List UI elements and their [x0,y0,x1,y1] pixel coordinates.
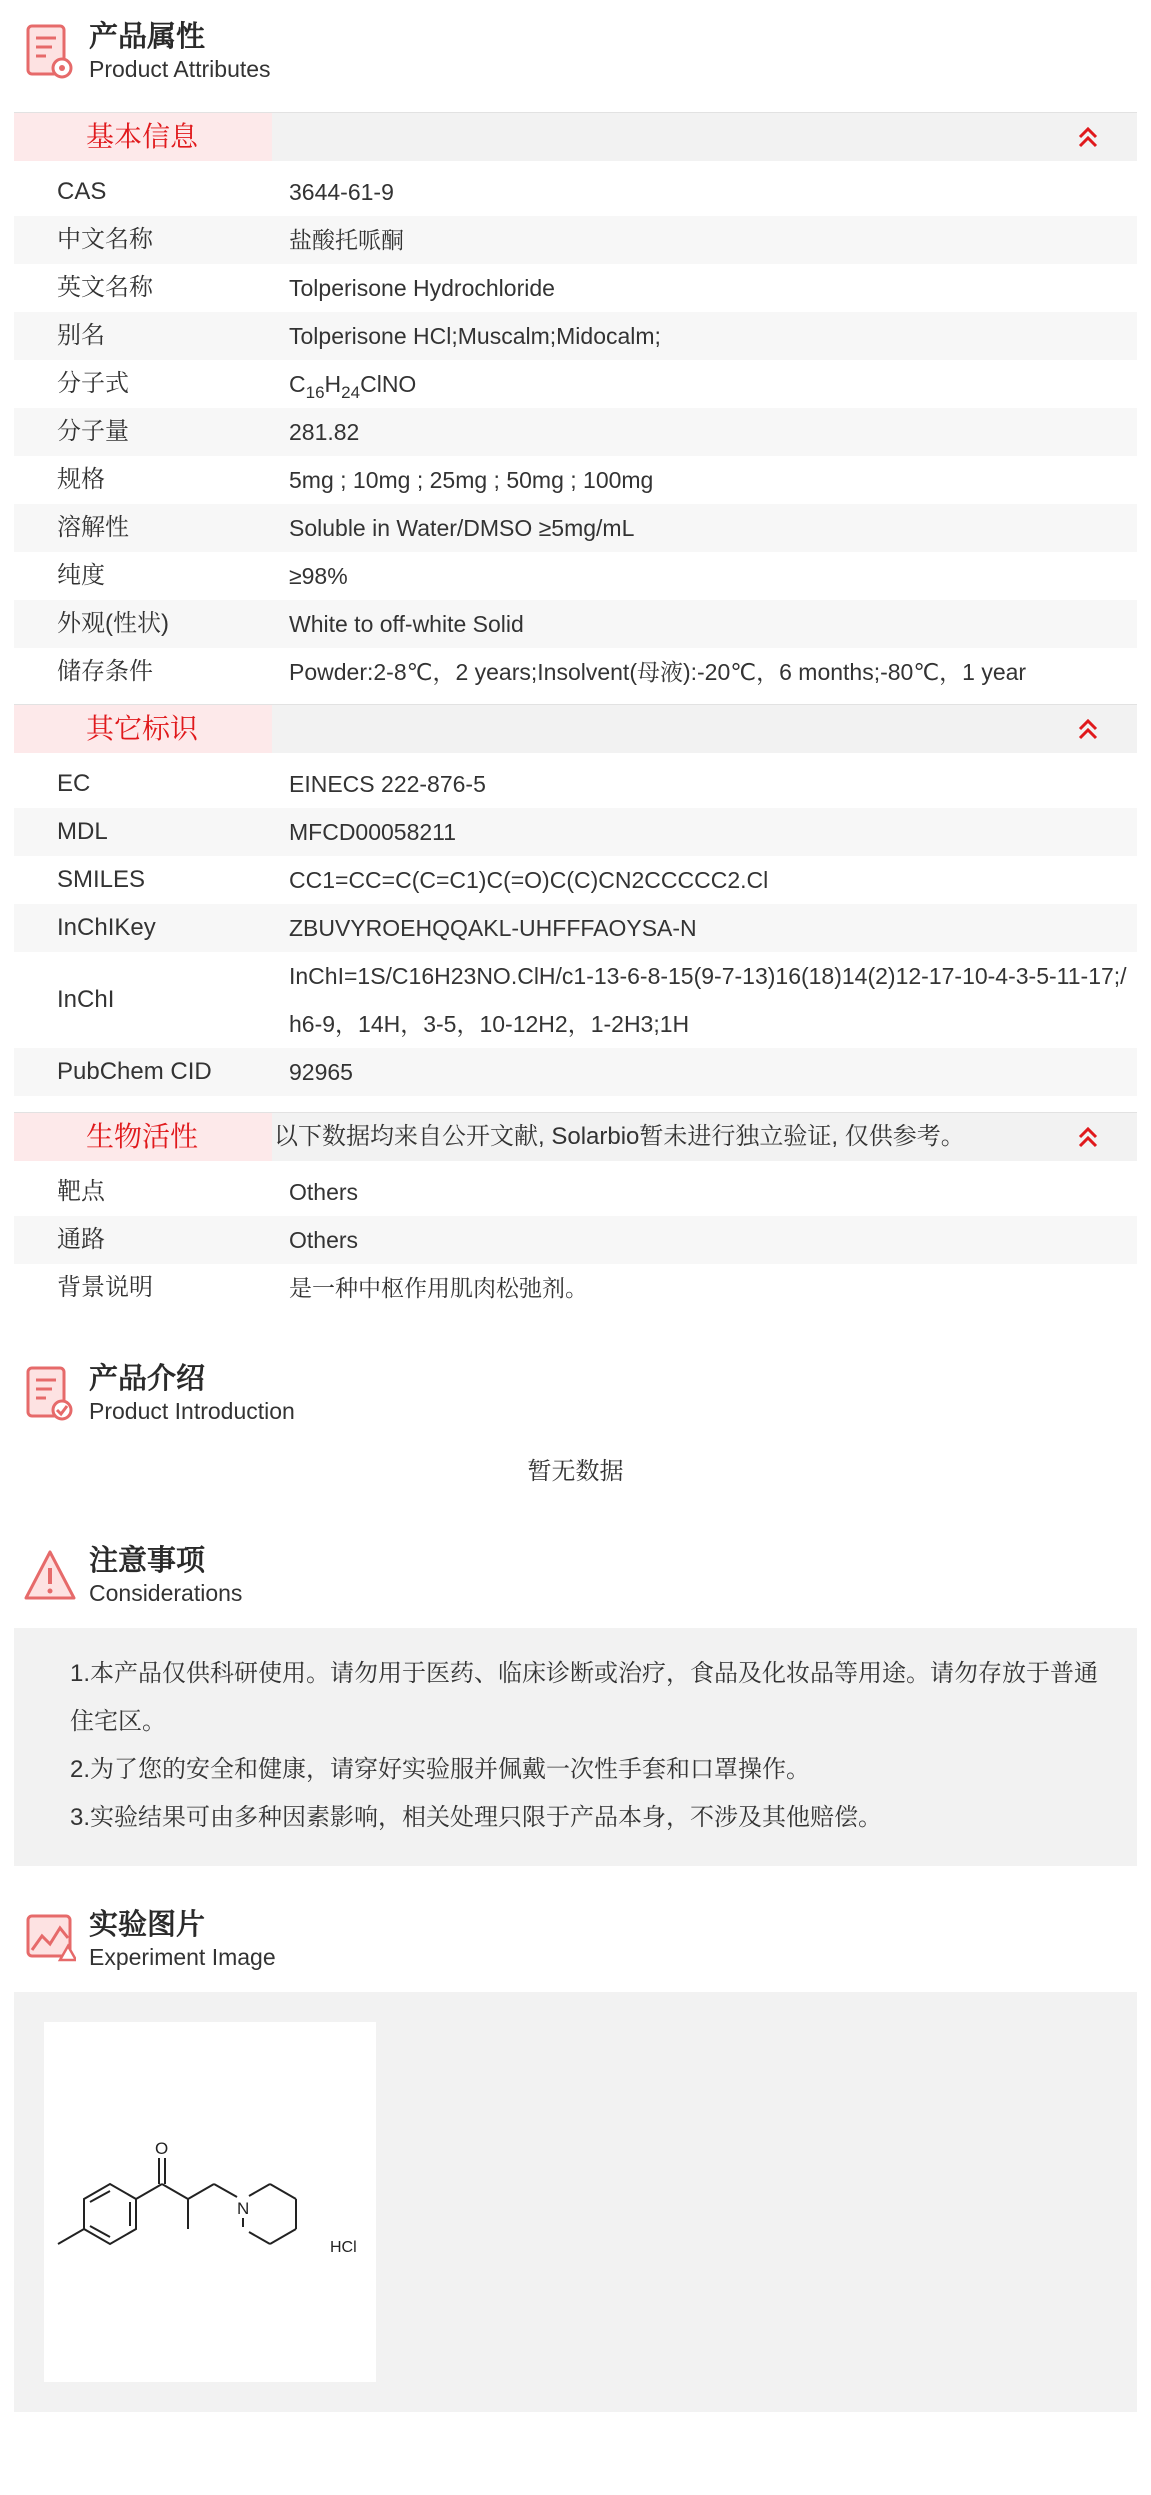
notice-item: 1.本产品仅供科研使用。请勿用于医药、临床诊断或治疗，食品及化妆品等用途。请勿存放于普通住宅区。 [70,1660,1099,1735]
row-value: 是一种中枢作用肌肉松弛剂。 [289,1275,588,1301]
oxygen-label: O [155,2139,169,2158]
considerations-header [14,1538,1137,1628]
row-key: 外观(性状) [57,610,169,637]
molecular-formula: $C_{16}H_{24}ClNO$ [289,371,417,402]
basic-info-table [14,161,1137,704]
row-key: InChIKey [57,914,156,941]
row-key: 分子量 [57,418,129,445]
row-key: InChI [57,986,115,1013]
table-row [14,312,1137,360]
notice-item: 2.为了您的安全和健康，请穿好实验服并佩戴一次性手套和口罩操作。 [70,1756,811,1783]
row-key: 分子式 [57,370,129,397]
basic-info-bar[interactable] [14,112,1137,161]
row-value: Powder:2-8℃，2 years;Insolvent(母液):-20℃，6 months;-80℃，1 year [289,659,1027,685]
row-key: 英文名称 [57,274,153,301]
row-value: Others [289,1179,359,1205]
warning-icon [24,1546,76,1608]
row-value: InChI=1S/C16H23NO.ClH/c1-13-6-8-15(9-7-13)16(18)14(2)12-17-10-4-3-5-11-17;/h6-9，14H，3-5，10-12H2，1-2H3;1H [289,963,1127,1037]
row-key: PubChem CID [57,1058,212,1085]
row-value: 5mg ; 10mg ; 25mg ; 50mg ; 100mg [289,467,654,493]
row-key: 储存条件 [57,658,153,685]
table-row [14,456,1137,504]
other-id-label: 其它标识 [86,713,199,744]
hcl-label: HCl [330,2239,357,2256]
row-value: 281.82 [289,419,360,445]
row-key: 别名 [57,322,105,349]
nitrogen-label: N [237,2199,250,2218]
section-title-en: Product Introduction [89,1398,295,1424]
considerations-box [14,1628,1137,1866]
row-key: CAS [57,178,107,205]
table-row [14,408,1137,456]
double-chevron-up-icon[interactable] [1077,1126,1099,1148]
row-value: Tolperisone HCl;Muscalm;Midocalm; [289,323,661,349]
row-key: SMILES [57,866,146,893]
table-row [14,904,1137,952]
row-key: 纯度 [57,562,105,589]
table-row [14,504,1137,552]
row-key: 规格 [57,466,105,493]
table-row [14,648,1137,696]
section-title-en: Experiment Image [89,1944,276,1970]
other-id-table [14,753,1137,1104]
row-value: CC1=CC=C(C=C1)C(=O)C(C)CN2CCCCC2.Cl [289,867,769,893]
row-key: 背景说明 [57,1274,153,1301]
product-intro-header [14,1354,1137,1442]
section-title-cn: 注意事项 [89,1545,206,1577]
table-row [14,952,1137,1048]
row-value: MFCD00058211 [289,819,457,845]
table-row [14,600,1137,648]
row-key: 溶解性 [57,514,129,541]
bio-activity-label: 生物活性 [86,1121,199,1152]
section-title-en: Considerations [89,1580,243,1606]
table-row [14,216,1137,264]
row-value: ≥98% [289,563,348,589]
table-row [14,760,1137,808]
disclaimer-note: 以下数据均来自公开文献, Solarbio暂未进行独立验证, 仅供参考。 [274,1123,965,1150]
table-row [14,1168,1137,1216]
double-chevron-up-icon[interactable] [1077,718,1099,740]
other-id-bar[interactable] [14,704,1137,753]
row-key: MDL [57,818,108,845]
structure-image [44,2022,376,2382]
row-value: ZBUVYROEHQQAKL-UHFFFAOYSA-N [289,915,697,941]
row-key: 靶点 [57,1178,105,1205]
section-title-en: Product Attributes [89,56,271,82]
notice-item: 3.实验结果可由多种因素影响，相关处理只限于产品本身，不涉及其他赔偿。 [70,1804,883,1831]
table-row [14,264,1137,312]
image-chart-icon [24,1910,76,1972]
table-row [14,1216,1137,1264]
table-row [14,552,1137,600]
document-check-icon [24,1364,76,1426]
document-gear-icon [24,22,76,84]
section-title-cn: 产品介绍 [89,1363,206,1395]
other-id-tag [14,705,272,753]
chemical-structure [44,2022,376,2382]
product-attributes-header [14,0,1137,112]
table-row [14,856,1137,904]
row-value: 3644-61-9 [289,179,394,205]
row-value: Tolperisone Hydrochloride [289,275,555,301]
row-value: Others [289,1227,359,1253]
table-row [14,168,1137,216]
row-value: White to off-white Solid [289,611,524,637]
section-title-cn: 实验图片 [89,1909,206,1941]
table-row [14,808,1137,856]
basic-info-tag [14,113,272,161]
bio-activity-tag [14,1113,272,1161]
table-row [14,360,1137,408]
table-row [14,1264,1137,1312]
section-title-cn: 产品属性 [89,21,206,53]
empty-state: 暂无数据 [527,1458,624,1485]
row-key: 中文名称 [57,226,153,253]
experiment-image-box [14,1992,1137,2412]
row-key: EC [57,770,91,797]
basic-info-label: 基本信息 [86,121,199,152]
bio-activity-table [14,1161,1137,1320]
row-value: 92965 [289,1059,353,1085]
row-value: Soluble in Water/DMSO ≥5mg/mL [289,515,635,541]
row-value: 盐酸托哌酮 [289,227,404,253]
experiment-image-header [14,1902,1137,1992]
double-chevron-up-icon[interactable] [1077,126,1099,148]
bio-activity-bar[interactable] [14,1112,1137,1161]
row-value: EINECS 222-876-5 [289,771,486,797]
row-key: 通路 [57,1226,105,1253]
table-row [14,1048,1137,1096]
